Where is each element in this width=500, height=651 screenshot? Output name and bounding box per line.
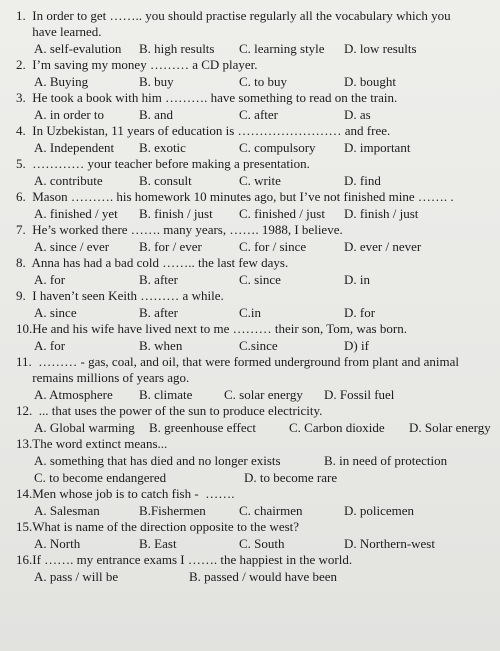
answer-option[interactable]: B. passed / would have been bbox=[189, 569, 338, 584]
answer-option[interactable]: B. East bbox=[139, 536, 177, 551]
answer-option[interactable]: D. finish / just bbox=[344, 206, 419, 221]
answer-option[interactable]: A. contribute bbox=[34, 173, 103, 188]
answer-options bbox=[34, 40, 494, 57]
question-item bbox=[16, 255, 494, 288]
question-item bbox=[16, 486, 494, 519]
question-item bbox=[16, 552, 494, 585]
answer-options bbox=[34, 469, 494, 486]
answer-option[interactable]: D. to become rare bbox=[244, 470, 338, 485]
question-list bbox=[16, 8, 494, 585]
answer-option[interactable]: B. and bbox=[139, 107, 173, 122]
question-stem: 11. ……… - gas, coal, and oil, that were formed underground from plant and animal remains millions of years ago. bbox=[16, 354, 459, 385]
answer-option[interactable]: D. for bbox=[344, 305, 376, 320]
question-stem: 6. Mason ………. his homework 10 minutes ago, but I’ve not finished mine ……. . bbox=[16, 189, 454, 204]
question-item bbox=[16, 354, 494, 403]
answer-option[interactable]: A. something that has died and no longer exists bbox=[34, 453, 281, 468]
question-stem: 7. He’s worked there ……. many years, ……. 1988, I believe. bbox=[16, 222, 343, 237]
answer-options bbox=[34, 172, 494, 189]
answer-options bbox=[34, 73, 494, 90]
question-stem: 5. ………… your teacher before making a presentation. bbox=[16, 156, 310, 171]
answer-option[interactable]: D. Northern-west bbox=[344, 536, 435, 551]
question-stem: 4. In Uzbekistan, 11 years of education is …………………… and free. bbox=[16, 123, 391, 138]
answer-option[interactable]: C. since bbox=[239, 272, 281, 287]
answer-option[interactable]: D. low results bbox=[344, 41, 417, 56]
answer-option[interactable]: C. to become endangered bbox=[34, 470, 167, 485]
question-stem: 1. In order to get …….. you should practise regularly all the vocabulary which you have learned. bbox=[16, 8, 451, 39]
answer-option[interactable]: B. climate bbox=[139, 387, 193, 402]
answer-options bbox=[34, 337, 494, 354]
question-item bbox=[16, 8, 494, 57]
answer-option[interactable]: A. finished / yet bbox=[34, 206, 118, 221]
answer-option[interactable]: A. pass / will be bbox=[34, 569, 119, 584]
answer-option[interactable]: A. Salesman bbox=[34, 503, 100, 518]
question-stem: 12. ... that uses the power of the sun to produce electricity. bbox=[16, 403, 323, 418]
question-item bbox=[16, 403, 494, 436]
answer-option[interactable]: C. to buy bbox=[239, 74, 288, 89]
question-item bbox=[16, 436, 494, 469]
answer-option[interactable]: D. as bbox=[344, 107, 371, 122]
question-stem: 13.The word extinct means... bbox=[16, 436, 168, 451]
answer-option[interactable]: B. after bbox=[139, 305, 178, 320]
answer-option[interactable]: C. finished / just bbox=[239, 206, 325, 221]
answer-option[interactable]: B. after bbox=[139, 272, 178, 287]
answer-option[interactable]: D. Solar energy bbox=[409, 420, 491, 435]
answer-option[interactable]: A. for bbox=[34, 272, 66, 287]
answer-options bbox=[34, 452, 494, 469]
answer-option[interactable]: D. policemen bbox=[344, 503, 415, 518]
answer-option[interactable]: D. bought bbox=[344, 74, 396, 89]
question-stem: 8. Anna has had a bad cold …….. the last few days. bbox=[16, 255, 289, 270]
answer-option[interactable]: B. exotic bbox=[139, 140, 186, 155]
question-item bbox=[16, 123, 494, 156]
question-stem: 15.What is name of the direction opposite to the west? bbox=[16, 519, 300, 534]
answer-option[interactable]: C. solar energy bbox=[224, 387, 303, 402]
answer-option[interactable]: B. high results bbox=[139, 41, 215, 56]
answer-options bbox=[34, 106, 494, 123]
question-item bbox=[16, 57, 494, 90]
answer-option[interactable]: A. since / ever bbox=[34, 239, 110, 254]
answer-option[interactable]: B.Fishermen bbox=[139, 503, 206, 518]
question-stem: 16.If ……. my entrance exams I ……. the happiest in the world. bbox=[16, 552, 353, 567]
answer-option[interactable]: C.since bbox=[239, 338, 278, 353]
answer-option[interactable]: A. Buying bbox=[34, 74, 89, 89]
answer-option[interactable]: B. consult bbox=[139, 173, 192, 188]
question-item bbox=[16, 90, 494, 123]
answer-option[interactable]: D. find bbox=[344, 173, 381, 188]
answer-options bbox=[34, 139, 494, 156]
question-item bbox=[16, 288, 494, 321]
answer-option[interactable]: C. for / since bbox=[239, 239, 307, 254]
answer-options bbox=[34, 419, 494, 436]
answer-option[interactable]: B. when bbox=[139, 338, 183, 353]
answer-option[interactable]: B. in need of protection bbox=[324, 453, 448, 468]
answer-option[interactable]: A. for bbox=[34, 338, 66, 353]
answer-option[interactable]: C. Carbon dioxide bbox=[289, 420, 385, 435]
answer-option[interactable]: D. Fossil fuel bbox=[324, 387, 395, 402]
answer-option[interactable]: B. finish / just bbox=[139, 206, 213, 221]
answer-option[interactable]: A. Independent bbox=[34, 140, 115, 155]
answer-options bbox=[34, 271, 494, 288]
answer-options bbox=[34, 386, 494, 403]
answer-option[interactable]: D) if bbox=[344, 338, 369, 353]
answer-option[interactable]: C. learning style bbox=[239, 41, 325, 56]
answer-option[interactable]: A. North bbox=[34, 536, 81, 551]
question-item bbox=[16, 189, 494, 222]
question-stem: 2. I’m saving my money ……… a CD player. bbox=[16, 57, 258, 72]
answer-options bbox=[34, 205, 494, 222]
answer-option[interactable]: B. for / ever bbox=[139, 239, 202, 254]
answer-option[interactable]: D. ever / never bbox=[344, 239, 422, 254]
answer-options bbox=[34, 238, 494, 255]
answer-option[interactable]: B. buy bbox=[139, 74, 174, 89]
question-item bbox=[16, 469, 494, 486]
answer-options bbox=[34, 502, 494, 519]
answer-option[interactable]: A. self-evalution bbox=[34, 41, 122, 56]
answer-option[interactable]: D. important bbox=[344, 140, 411, 155]
question-stem: 9. I haven’t seen Keith ……… a while. bbox=[16, 288, 224, 303]
answer-option[interactable]: D. in bbox=[344, 272, 370, 287]
question-stem: 14.Men whose job is to catch fish - ……. bbox=[16, 486, 235, 501]
answer-options bbox=[34, 304, 494, 321]
answer-option[interactable]: C. write bbox=[239, 173, 281, 188]
question-item bbox=[16, 222, 494, 255]
question-item bbox=[16, 519, 494, 552]
answer-options bbox=[34, 535, 494, 552]
answer-option[interactable]: C. compulsory bbox=[239, 140, 316, 155]
question-item bbox=[16, 321, 494, 354]
question-stem: 10.He and his wife have lived next to me ……… their son, Tom, was born. bbox=[16, 321, 407, 336]
answer-option[interactable]: C.in bbox=[239, 305, 262, 320]
answer-option[interactable]: A. Global warming bbox=[34, 420, 135, 435]
answer-option[interactable]: C. chairmen bbox=[239, 503, 303, 518]
answer-option[interactable]: A. since bbox=[34, 305, 77, 320]
answer-option[interactable]: C. after bbox=[239, 107, 278, 122]
answer-option[interactable]: C. South bbox=[239, 536, 285, 551]
answer-option[interactable]: B. greenhouse effect bbox=[149, 420, 256, 435]
answer-option[interactable]: A. Atmosphere bbox=[34, 387, 113, 402]
question-item bbox=[16, 156, 494, 189]
question-stem: 3. He took a book with him ………. have something to read on the train. bbox=[16, 90, 398, 105]
answer-option[interactable]: A. in order to bbox=[34, 107, 105, 122]
answer-options bbox=[34, 568, 494, 585]
